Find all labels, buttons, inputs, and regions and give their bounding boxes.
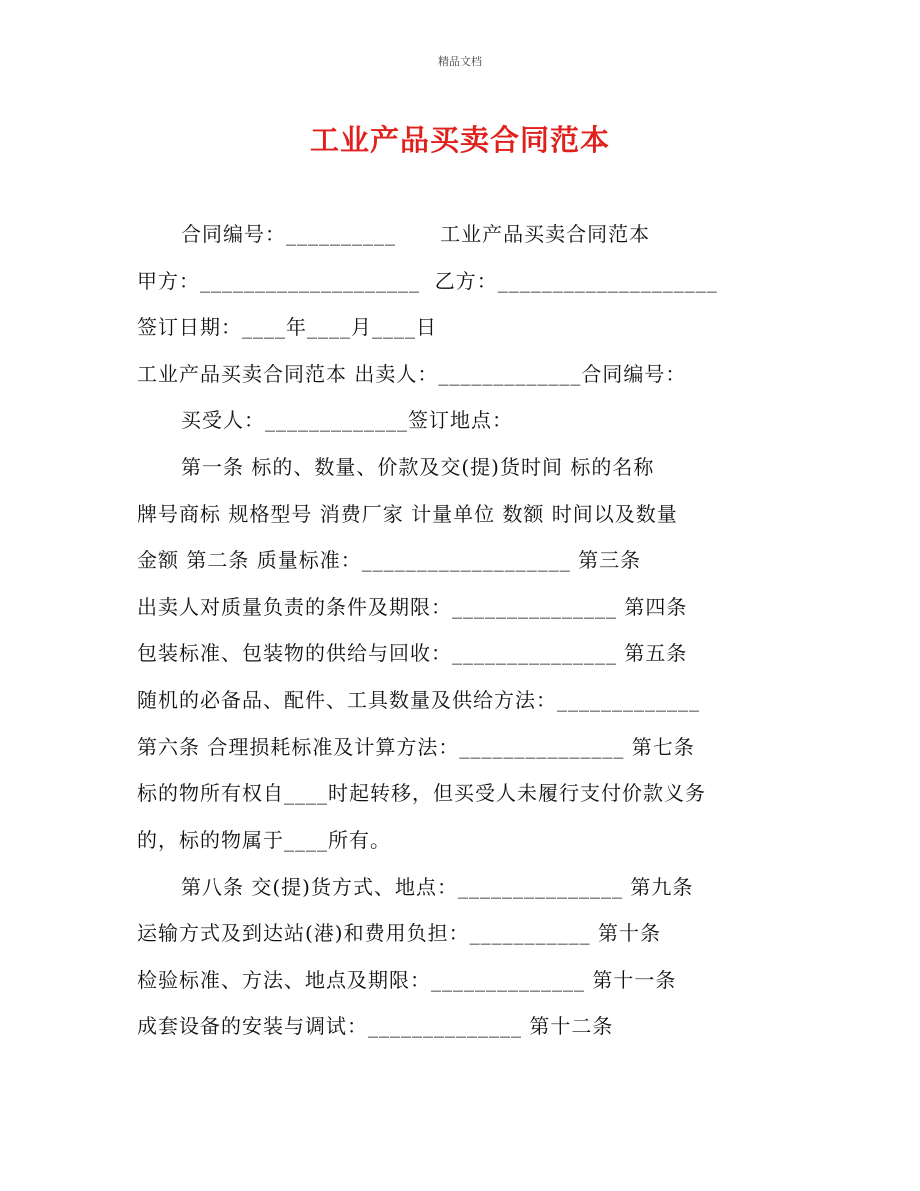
article-3-line: 出卖人对质量负责的条件及期限：_______________ 第四条 [137,595,688,619]
signing-date-line: 签订日期：____年____月____日 [137,315,437,339]
article-9-line: 运输方式及到达站(港)和费用负担：___________ 第十条 [137,921,661,945]
contract-number-line: 合同编号：__________ 工业产品买卖合同范本 [181,222,651,246]
article-2-line: 金额 第二条 质量标准：___________________ 第三条 [137,548,642,572]
article-1-columns-line: 牌号商标 规格型号 消费厂家 计量单位 数额 时间以及数量 [137,502,678,526]
article-5-line: 随机的必备品、配件、工具数量及供给方法：_____________ [137,688,700,712]
article-7-continued-line: 的，标的物属于____所有。 [137,828,391,852]
buyer-line: 买受人：_____________签订地点： [181,408,513,432]
article-8-line: 第八条 交(提)货方式、地点：_______________ 第九条 [181,875,694,899]
article-1-line: 第一条 标的、数量、价款及交(提)货时间 标的名称 [181,455,655,479]
article-10-line: 检验标准、方法、地点及期限：______________ 第十一条 [137,968,677,992]
document-title: 工业产品买卖合同范本 [309,123,610,157]
page-header-label: 精品文档 [438,55,482,68]
article-7-line: 标的物所有权自____时起转移，但买受人未履行支付价款义务 [137,781,706,805]
article-4-line: 包装标准、包装物的供给与回收：_______________ 第五条 [137,641,688,665]
article-6-line: 第六条 合理损耗标准及计算方法：_______________ 第七条 [137,735,695,759]
article-11-line: 成套设备的安装与调试：______________ 第十二条 [137,1014,614,1038]
parties-line: 甲方：____________________ 乙方：____________________ [137,269,718,293]
seller-line: 工业产品买卖合同范本 出卖人：_____________合同编号： [137,362,687,386]
